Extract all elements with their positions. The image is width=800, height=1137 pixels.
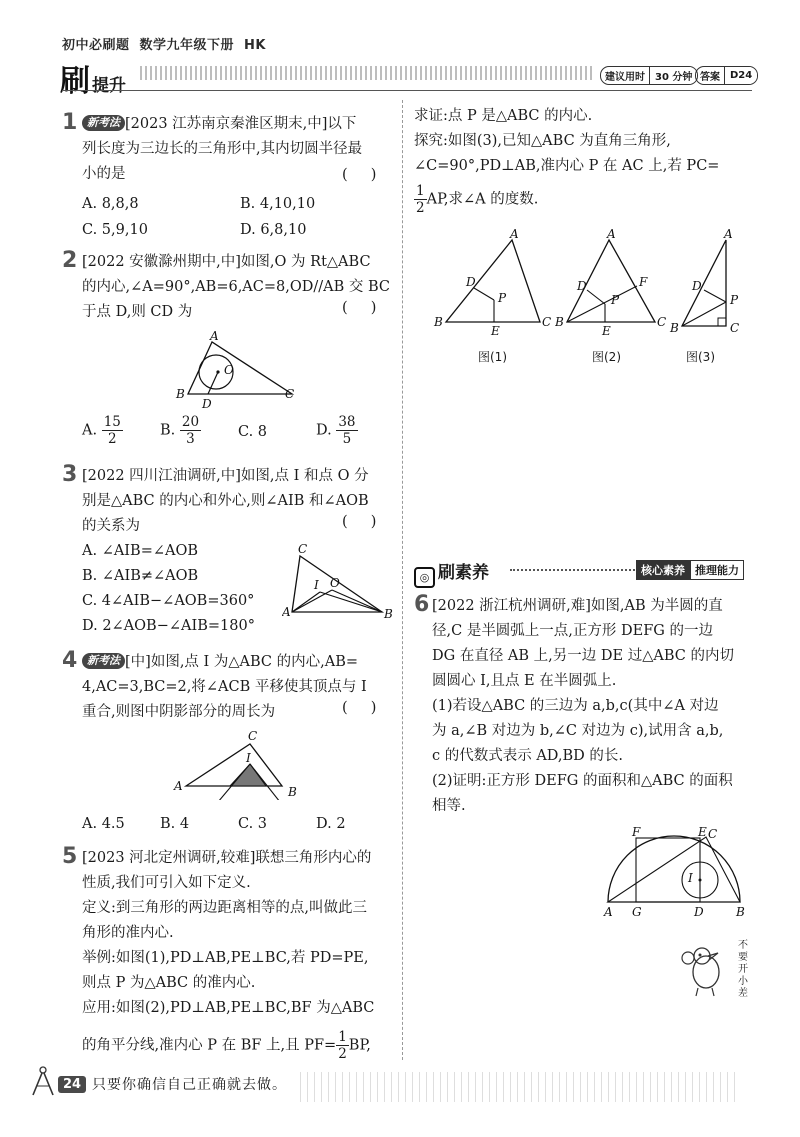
q4-label-i: I: [246, 751, 251, 765]
header-series: [62, 34, 276, 53]
page-number: 24: [58, 1076, 86, 1093]
fig1-caption: 图(1): [478, 350, 507, 364]
reasoning-tag: 推理能力: [690, 560, 744, 580]
q5-frac-den: 2: [338, 1046, 347, 1062]
fig2-caption: 图(2): [592, 350, 621, 364]
q6-text-7: c 的代数式表示 AD,BD 的长.: [432, 748, 624, 764]
q2-option-a: [82, 414, 123, 447]
q2-number: 2: [62, 248, 78, 273]
q5-right-frac-num: 1: [416, 183, 425, 199]
time-value: 30 分钟: [649, 67, 697, 84]
fig1-label-d: D: [466, 275, 476, 289]
fig3-label-b: B: [670, 321, 679, 335]
q2-text-3: 于点 D,则 CD 为: [82, 304, 193, 320]
q3-text-2: 别是△ABC 的内心和外心,则∠AIB 和∠AOB: [82, 493, 369, 509]
fig2-label-a: A: [607, 228, 616, 241]
q5-frac-num: 1: [338, 1029, 347, 1045]
q2-text-2: 的内心,∠A=90°,AB=6,AC=8,OD//AB 交 BC: [82, 279, 390, 295]
footer-stripes: [300, 1072, 740, 1102]
q5-right-frac: [414, 183, 427, 216]
answer-value: D24: [724, 67, 757, 84]
q5-right-1: 求证:点 P 是△ABC 的内心.: [414, 108, 593, 124]
q1-badge: 新考法: [82, 115, 125, 131]
q5-text-5: 举例:如图(1),PD⊥AB,PE⊥BC,若 PD=PE,: [82, 950, 369, 966]
question-5-continued: [414, 104, 754, 216]
section-title-text: 刷素养: [438, 563, 489, 583]
fig2-label-b: B: [555, 315, 564, 329]
q5-text-8: 的角平分线,准内心 P 在 BF 上,且 PF=: [82, 1037, 337, 1054]
q4-number: 4: [62, 648, 78, 673]
q2-option-a-num: 15: [103, 414, 121, 430]
q2-option-d-num: 38: [338, 414, 356, 430]
edition-name: HK: [244, 38, 266, 53]
fig1-label-a: A: [510, 228, 519, 241]
q5-text-3: 定义:到三角形的两边距离相等的点,叫做此三: [82, 900, 367, 916]
q2-option-b: [160, 414, 201, 447]
q2-label-b: B: [176, 387, 185, 401]
fig1-label-e: E: [491, 324, 500, 338]
subject-name: 数学九年级下册: [139, 38, 235, 53]
section-tags: [636, 560, 744, 580]
time-label: 建议用时: [605, 72, 645, 83]
series-name: 初中必刷题: [62, 38, 130, 53]
q5-right-2: 探究:如图(3),已知△ABC 为直角三角形,: [414, 133, 671, 149]
q2-option-a-frac: [102, 414, 123, 447]
q6-text-4: 圆圆心 I,且点 E 在半圆弧上.: [432, 673, 617, 689]
q4-option-b: B. 4: [160, 816, 190, 832]
q6-label-d: D: [694, 905, 704, 919]
q6-text-2: 径,C 是半圆弧上一点,正方形 DEFG 的一边: [432, 623, 713, 639]
core-literacy-tag: 核心素养: [636, 560, 690, 580]
section-title: [414, 558, 489, 588]
q1-option-b: B. 4,10,10: [240, 196, 316, 212]
fig1-label-b: B: [434, 315, 443, 329]
section-dots: [510, 569, 635, 571]
q3-text-3: 的关系为: [82, 518, 140, 534]
q2-option-a-label: A.: [82, 422, 98, 439]
fig2-label-p: P: [611, 293, 620, 307]
q6-text-1: [2022 浙江杭州调研,难]如图,AB 为半圆的直: [432, 598, 723, 614]
q2-label-d: D: [202, 397, 212, 410]
q4-label-a: A: [174, 779, 183, 793]
q3-option-b: B. ∠AIB≠∠AOB: [82, 568, 199, 584]
q2-option-d-label: D.: [316, 422, 332, 439]
q2-option-d-frac: [336, 414, 357, 447]
q3-label-a: A: [282, 605, 291, 619]
q4-figure: [170, 728, 320, 800]
q5-figure-2: [555, 228, 667, 338]
q1-text-2: 列长度为三边长的三角形中,其内切圆半径最: [82, 141, 363, 157]
q6-text-5: (1)若设△ABC 的三边为 a,b,c(其中∠A 对边: [432, 698, 719, 714]
question-6: [432, 594, 754, 819]
q3-label-i: I: [314, 578, 319, 592]
q2-option-d: [316, 414, 358, 447]
q6-text-6: 为 a,∠B 对边为 b,∠C 对边为 c),试用含 a,b,: [432, 723, 724, 739]
q6-text-9: 相等.: [432, 798, 466, 814]
q1-option-c: C. 5,9,10: [82, 222, 148, 238]
q1-text-1: [2023 江苏南京秦淮区期末,中]以下: [125, 116, 357, 132]
q2-option-b-num: 20: [181, 414, 200, 430]
q6-label-e: E: [698, 825, 707, 839]
q2-figure: [170, 330, 300, 410]
q2-label-a: A: [210, 330, 219, 343]
q6-label-a: A: [604, 905, 613, 919]
q6-label-f: F: [632, 825, 641, 839]
q2-option-c: C. 8: [238, 424, 268, 440]
fig3-caption: 图(3): [686, 350, 715, 364]
q5-right-3: ∠C=90°,PD⊥AB,准内心 P 在 AC 上,若 PC=: [414, 158, 720, 174]
q5-figure-1: [432, 228, 557, 338]
fig3-label-p: P: [730, 293, 739, 307]
q3-text-1: [2022 四川江油调研,中]如图,点 I 和点 O 分: [82, 468, 369, 484]
column-divider: [402, 100, 403, 1060]
q2-answer-paren: ( ): [342, 300, 377, 316]
q5-text-8-post: BP,: [348, 1037, 371, 1054]
q2-option-b-label: B.: [160, 422, 176, 439]
q5-right-frac-den: 2: [416, 200, 425, 216]
q3-option-c: C. 4∠AIB−∠AOB=360°: [82, 593, 255, 609]
q1-option-d: D. 6,8,10: [240, 222, 307, 238]
q6-label-g: G: [632, 905, 642, 919]
q6-text-8: (2)证明:正方形 DEFG 的面积和△ABC 的面积: [432, 773, 733, 789]
q5-text-6: 则点 P 为△ABC 的准内心.: [82, 975, 256, 991]
compass-icon: [28, 1064, 58, 1098]
section-heading: [60, 56, 126, 100]
q3-option-a: A. ∠AIB=∠AOB: [82, 543, 199, 559]
q4-badge: 新考法: [82, 653, 125, 669]
fig2-label-f: F: [639, 275, 648, 289]
fig3-label-a: A: [724, 228, 733, 241]
heading-small-text: 提升: [92, 76, 126, 96]
header-rule: [62, 90, 752, 91]
q3-answer-paren: ( ): [342, 514, 377, 530]
q2-label-c: C: [285, 387, 295, 401]
q2-option-d-den: 5: [342, 431, 352, 447]
q4-label-c: C: [248, 729, 258, 743]
answer-label: 答案: [700, 72, 720, 83]
q1-number: 1: [62, 110, 78, 135]
q2-option-b-frac: [180, 414, 201, 447]
fig1-label-p: P: [498, 291, 507, 305]
heading-big-char: 刷: [60, 64, 90, 99]
q5-right-4: AP,求∠A 的度数.: [426, 191, 539, 208]
q6-text-3: DG 在直径 AB 上,另一边 DE 过△ABC 的内切: [432, 648, 734, 664]
q4-text-1: [中]如图,点 I 为△ABC 的内心,AB=: [125, 654, 359, 670]
answer-pill: [695, 66, 758, 85]
footer-motto: 只要你确信自己正确就去做。: [92, 1077, 287, 1093]
q4-text-2: 4,AC=3,BC=2,将∠ACB 平移使其顶点与 I: [82, 679, 367, 695]
q2-text-1: [2022 安徽滁州期中,中]如图,O 为 Rt△ABC: [82, 254, 371, 270]
q1-text-3: 小的是: [82, 166, 126, 182]
fig2-label-c: C: [657, 315, 667, 329]
q5-number: 5: [62, 844, 78, 869]
q3-label-c: C: [298, 542, 308, 556]
q6-number: 6: [414, 592, 430, 617]
q4-label-b: B: [288, 785, 297, 799]
fig2-label-d: D: [577, 279, 587, 293]
q6-label-b: B: [736, 905, 745, 919]
q5-text-1: [2023 河北定州调研,较难]联想三角形内心的: [82, 850, 372, 866]
q6-figure: [596, 824, 756, 920]
q5-frac-half: [336, 1029, 349, 1062]
q2-option-a-den: 2: [108, 431, 117, 447]
q3-figure: [282, 542, 394, 622]
q3-option-d: D. 2∠AOB−∠AIB=180°: [82, 618, 255, 634]
q1-option-a: A. 8,8,8: [82, 196, 139, 212]
q4-option-d: D. 2: [316, 816, 346, 832]
q3-label-b: B: [384, 607, 393, 621]
q5-text-7: 应用:如图(2),PD⊥AB,PE⊥BC,BF 为△ABC: [82, 1000, 375, 1016]
section-icon: ◎: [414, 567, 435, 588]
q1-answer-paren: ( ): [342, 167, 377, 183]
q3-label-o: O: [330, 576, 340, 590]
q2-option-b-den: 3: [186, 431, 195, 447]
q3-number: 3: [62, 462, 78, 487]
mascot-caption: 不要开小差: [738, 940, 748, 999]
q4-option-a: A. 4.5: [82, 816, 125, 832]
q5-figure-3: [668, 228, 756, 338]
q5-text-2: 性质,我们可引入如下定义.: [82, 875, 251, 891]
q5-text-4: 角形的准内心.: [82, 925, 174, 941]
suggested-time-pill: [600, 66, 698, 85]
header-stripes: [140, 66, 595, 80]
q4-answer-paren: ( ): [342, 700, 377, 716]
q2-label-o: O: [224, 363, 234, 377]
fig3-label-d: D: [692, 279, 702, 293]
q4-text-3: 重合,则图中阴影部分的周长为: [82, 704, 276, 720]
fig2-label-e: E: [602, 324, 611, 338]
q6-label-i: I: [688, 871, 693, 885]
fig1-label-c: C: [542, 315, 552, 329]
q4-option-c: C. 3: [238, 816, 268, 832]
q6-label-c: C: [708, 827, 718, 841]
mascot-bird-icon: [676, 938, 736, 998]
fig3-label-c: C: [730, 321, 740, 335]
question-5: [82, 846, 397, 1062]
